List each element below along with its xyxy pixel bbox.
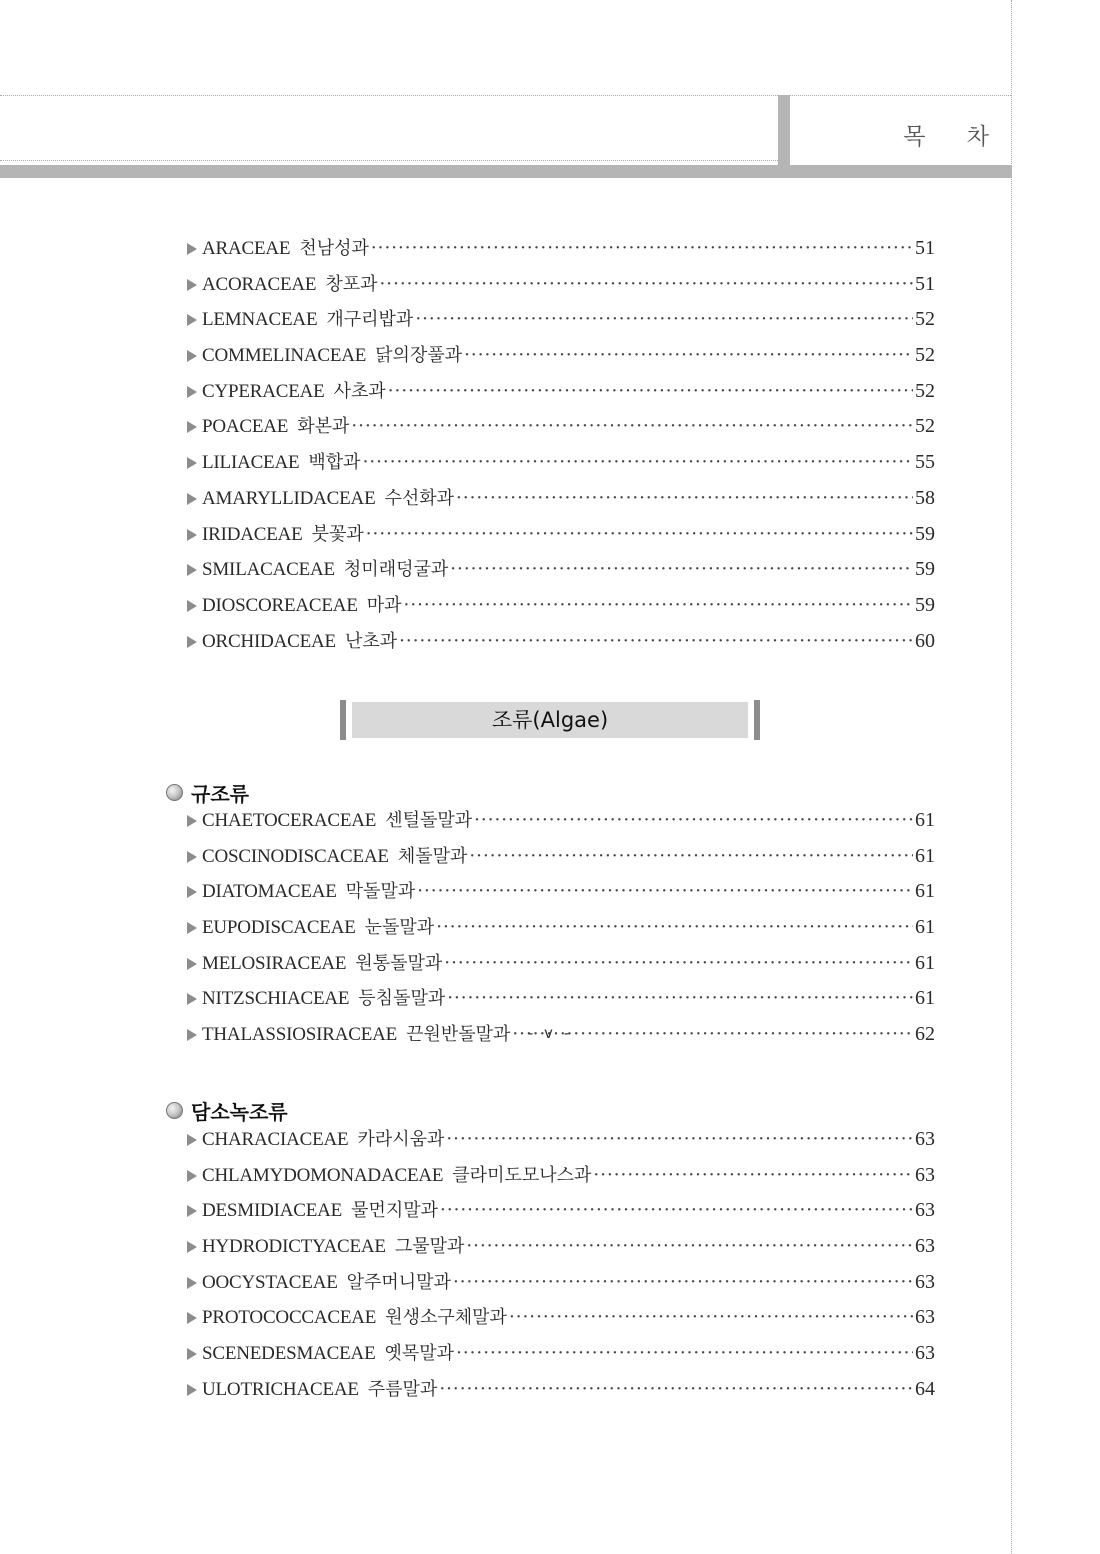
toc-page-number: 59 <box>915 593 935 616</box>
toc-row[interactable] <box>187 803 935 839</box>
toc-family-latin: CHLAMYDOMONADACEAE <box>202 1164 444 1186</box>
toc-family-latin: ACORACEAE <box>202 273 317 295</box>
dot-leader <box>464 338 913 374</box>
toc-page-number: 58 <box>915 486 935 509</box>
toc-family-korean: 마과 <box>366 594 402 616</box>
dot-leader <box>417 874 913 910</box>
section-bar-left <box>340 700 346 740</box>
toc-row[interactable] <box>187 267 935 303</box>
toc-page-number: 63 <box>915 1306 935 1329</box>
dot-leader <box>351 409 913 445</box>
toc-family-latin: MELOSIRACEAE <box>202 952 347 974</box>
toc-family-latin: CYPERACEAE <box>202 380 325 402</box>
toc-family-latin: PROTOCOCCACEAE <box>202 1307 377 1329</box>
toc-family-latin: DIATOMACEAE <box>202 881 337 903</box>
toc-row[interactable] <box>187 1265 935 1301</box>
dot-leader <box>450 552 913 588</box>
toc-page-number: 61 <box>915 951 935 974</box>
toc-row[interactable] <box>187 588 935 624</box>
toc-page-number: 61 <box>915 987 935 1010</box>
toc-family-korean: 클라미도모나스과 <box>452 1164 592 1186</box>
group-title: 담소녹조류 <box>191 1100 288 1124</box>
section-bar-right <box>754 700 760 740</box>
dot-leader <box>439 1372 913 1408</box>
toc-page-number: 59 <box>915 558 935 581</box>
toc-row[interactable] <box>187 1193 935 1229</box>
toc-family-latin: EUPODISCACEAE <box>202 917 356 939</box>
toc-family-korean: 주름말과 <box>367 1378 438 1400</box>
toc-family-latin: SMILACACEAE <box>202 559 335 581</box>
toc-list-green-algae <box>187 1122 935 1408</box>
toc-family-korean: 알주머니말과 <box>346 1271 451 1293</box>
triangle-bullet-icon <box>187 1384 197 1396</box>
toc-page-number: 59 <box>915 522 935 545</box>
dot-leader <box>380 267 914 303</box>
dot-leader <box>388 374 913 410</box>
toc-family-korean: 옛목말과 <box>384 1343 455 1365</box>
triangle-bullet-icon <box>187 1134 197 1146</box>
toc-page-number: 63 <box>915 1199 935 1222</box>
toc-family-latin: NITZSCHIACEAE <box>202 988 350 1010</box>
dot-leader <box>366 517 913 553</box>
triangle-bullet-icon <box>187 564 197 576</box>
toc-family-korean: 창포과 <box>325 273 378 295</box>
triangle-bullet-icon <box>187 350 197 362</box>
toc-family-latin: LILIACEAE <box>202 452 300 474</box>
toc-family-latin: POACEAE <box>202 416 289 438</box>
toc-page-number: 60 <box>915 629 935 652</box>
toc-family-latin: DIOSCOREACEAE <box>202 594 358 616</box>
triangle-bullet-icon <box>187 1241 197 1253</box>
toc-row[interactable] <box>187 839 935 875</box>
toc-row[interactable] <box>187 624 935 660</box>
toc-row[interactable] <box>187 374 935 410</box>
triangle-bullet-icon <box>187 851 197 863</box>
toc-row[interactable] <box>187 946 935 982</box>
header-dotted-rule-top <box>0 95 778 96</box>
toc-family-korean: 화본과 <box>297 416 350 438</box>
triangle-bullet-icon <box>187 993 197 1005</box>
toc-page-number: 55 <box>915 451 935 474</box>
toc-row[interactable] <box>187 910 935 946</box>
header-dotted-rule-bottom <box>0 160 778 161</box>
toc-page-number: 52 <box>915 344 935 367</box>
toc-row[interactable] <box>187 1158 935 1194</box>
dot-leader <box>440 1193 913 1229</box>
dot-leader <box>469 839 913 875</box>
toc-row[interactable] <box>187 552 935 588</box>
triangle-bullet-icon <box>187 600 197 612</box>
toc-row[interactable] <box>187 517 935 553</box>
dot-leader <box>509 1300 913 1336</box>
toc-row[interactable] <box>187 302 935 338</box>
toc-family-latin: COMMELINACEAE <box>202 345 367 367</box>
toc-page-number: 63 <box>915 1235 935 1258</box>
dot-leader <box>456 481 913 517</box>
group-heading-green-algae <box>166 1096 288 1125</box>
triangle-bullet-icon <box>187 493 197 505</box>
toc-family-korean: 끈원반돌말과 <box>406 1024 511 1046</box>
toc-family-latin: AMARYLLIDACEAE <box>202 487 376 509</box>
triangle-bullet-icon <box>187 815 197 827</box>
toc-family-korean: 백합과 <box>308 452 361 474</box>
toc-row[interactable] <box>187 231 935 267</box>
dot-leader <box>444 946 913 982</box>
toc-family-korean: 물먼지말과 <box>351 1200 439 1222</box>
toc-family-korean: 청미래덩굴과 <box>343 559 449 581</box>
dot-leader <box>453 1265 913 1301</box>
section-heading-box <box>340 700 760 740</box>
toc-row[interactable] <box>187 409 935 445</box>
toc-family-korean: 난초과 <box>344 630 398 652</box>
toc-row[interactable] <box>187 1122 935 1158</box>
toc-family-korean: 천남성과 <box>299 238 369 259</box>
toc-family-latin: HYDRODICTYACEAE <box>202 1236 386 1258</box>
triangle-bullet-icon <box>187 1348 197 1360</box>
toc-page-number: 63 <box>915 1128 935 1150</box>
dot-leader <box>371 231 913 267</box>
toc-family-korean: 체돌말과 <box>397 845 468 867</box>
toc-row[interactable] <box>187 481 935 517</box>
toc-row[interactable] <box>187 445 935 481</box>
toc-row[interactable] <box>187 874 935 910</box>
triangle-bullet-icon <box>187 279 197 291</box>
toc-family-latin: ORCHIDACEAE <box>202 630 336 652</box>
dot-leader <box>466 1229 913 1265</box>
toc-family-korean: 붓꽃과 <box>311 523 364 545</box>
toc-family-latin: LEMNACEAE <box>202 309 318 331</box>
toc-page-number: 63 <box>915 1270 935 1293</box>
triangle-bullet-icon <box>187 1170 197 1182</box>
dot-leader <box>363 445 913 481</box>
toc-family-latin: ULOTRICHACEAE <box>202 1378 359 1400</box>
toc-page-number: 62 <box>915 1023 935 1046</box>
section-title: 조류(Algae) <box>491 708 609 732</box>
toc-family-latin: CHARACIACEAE <box>202 1129 349 1150</box>
toc-family-korean: 수선화과 <box>384 487 455 509</box>
toc-family-korean: 등침돌말과 <box>358 988 446 1010</box>
toc-page-number: 61 <box>915 844 935 867</box>
toc-row[interactable] <box>187 1229 935 1265</box>
triangle-bullet-icon <box>187 636 197 648</box>
circle-bullet-icon <box>166 1102 183 1119</box>
toc-row[interactable] <box>187 1336 935 1372</box>
triangle-bullet-icon <box>187 922 197 934</box>
toc-page-number: 51 <box>915 237 935 259</box>
triangle-bullet-icon <box>187 457 197 469</box>
toc-page-number: 63 <box>915 1163 935 1186</box>
triangle-bullet-icon <box>187 314 197 326</box>
toc-family-korean: 사초과 <box>333 380 386 402</box>
header-gray-bar <box>0 165 1012 178</box>
dot-leader <box>436 910 913 946</box>
dot-leader <box>404 588 913 624</box>
toc-family-latin: THALASSIOSIRACEAE <box>202 1024 398 1046</box>
toc-list-diatoms <box>187 803 935 1053</box>
toc-family-korean: 눈돌말과 <box>364 917 435 939</box>
dot-leader <box>474 803 913 839</box>
circle-bullet-icon <box>166 784 183 801</box>
toc-page-number: 51 <box>915 272 935 295</box>
triangle-bullet-icon <box>187 958 197 970</box>
toc-row[interactable] <box>187 981 935 1017</box>
page-edge-dotted-line <box>1011 0 1012 1554</box>
toc-list-monocots <box>187 231 935 659</box>
dot-leader <box>415 302 913 338</box>
toc-family-latin: ARACEAE <box>202 238 291 259</box>
toc-row[interactable] <box>187 1372 935 1408</box>
toc-family-latin: COSCINODISCACEAE <box>202 845 389 867</box>
toc-page-number: 61 <box>915 916 935 939</box>
toc-row[interactable] <box>187 338 935 374</box>
toc-row[interactable] <box>187 1300 935 1336</box>
toc-family-korean: 카라시움과 <box>357 1129 445 1150</box>
triangle-bullet-icon <box>187 529 197 541</box>
toc-family-korean: 원생소구체말과 <box>385 1307 507 1329</box>
dot-leader <box>593 1158 913 1194</box>
triangle-bullet-icon <box>187 421 197 433</box>
toc-family-korean: 개구리밥과 <box>326 309 414 331</box>
toc-family-latin: CHAETOCERACEAE <box>202 810 377 831</box>
toc-page-number: 63 <box>915 1342 935 1365</box>
toc-family-latin: DESMIDIACEAE <box>202 1200 343 1222</box>
toc-page-number: 64 <box>915 1377 935 1400</box>
footer-page-number: - v - <box>527 1024 573 1042</box>
toc-family-latin: OOCYSTACEAE <box>202 1271 338 1293</box>
toc-family-korean: 막돌말과 <box>345 881 416 903</box>
triangle-bullet-icon <box>187 1312 197 1324</box>
toc-family-latin: IRIDACEAE <box>202 523 303 545</box>
triangle-bullet-icon <box>187 1205 197 1217</box>
triangle-bullet-icon <box>187 1277 197 1289</box>
group-title: 규조류 <box>191 782 249 806</box>
page-title: 목 차 <box>903 124 1006 150</box>
dot-leader <box>446 1122 913 1158</box>
dot-leader <box>399 624 913 660</box>
header-divider-block <box>778 95 790 165</box>
triangle-bullet-icon <box>187 243 197 255</box>
toc-page-number: 52 <box>915 308 935 331</box>
toc-page-number: 61 <box>915 880 935 903</box>
triangle-bullet-icon <box>187 886 197 898</box>
toc-family-korean: 원통돌말과 <box>355 952 443 974</box>
dot-leader <box>456 1336 913 1372</box>
toc-page-number: 52 <box>915 379 935 402</box>
toc-family-korean: 그물말과 <box>394 1236 465 1258</box>
header-dotted-rule-right <box>790 95 1011 96</box>
toc-page-number: 61 <box>915 809 935 831</box>
dot-leader <box>447 981 913 1017</box>
toc-family-korean: 닭의장풀과 <box>375 345 463 367</box>
triangle-bullet-icon <box>187 386 197 398</box>
toc-page-number: 52 <box>915 415 935 438</box>
toc-family-korean: 센털돌말과 <box>385 810 473 831</box>
toc-family-latin: SCENEDESMACEAE <box>202 1343 376 1365</box>
